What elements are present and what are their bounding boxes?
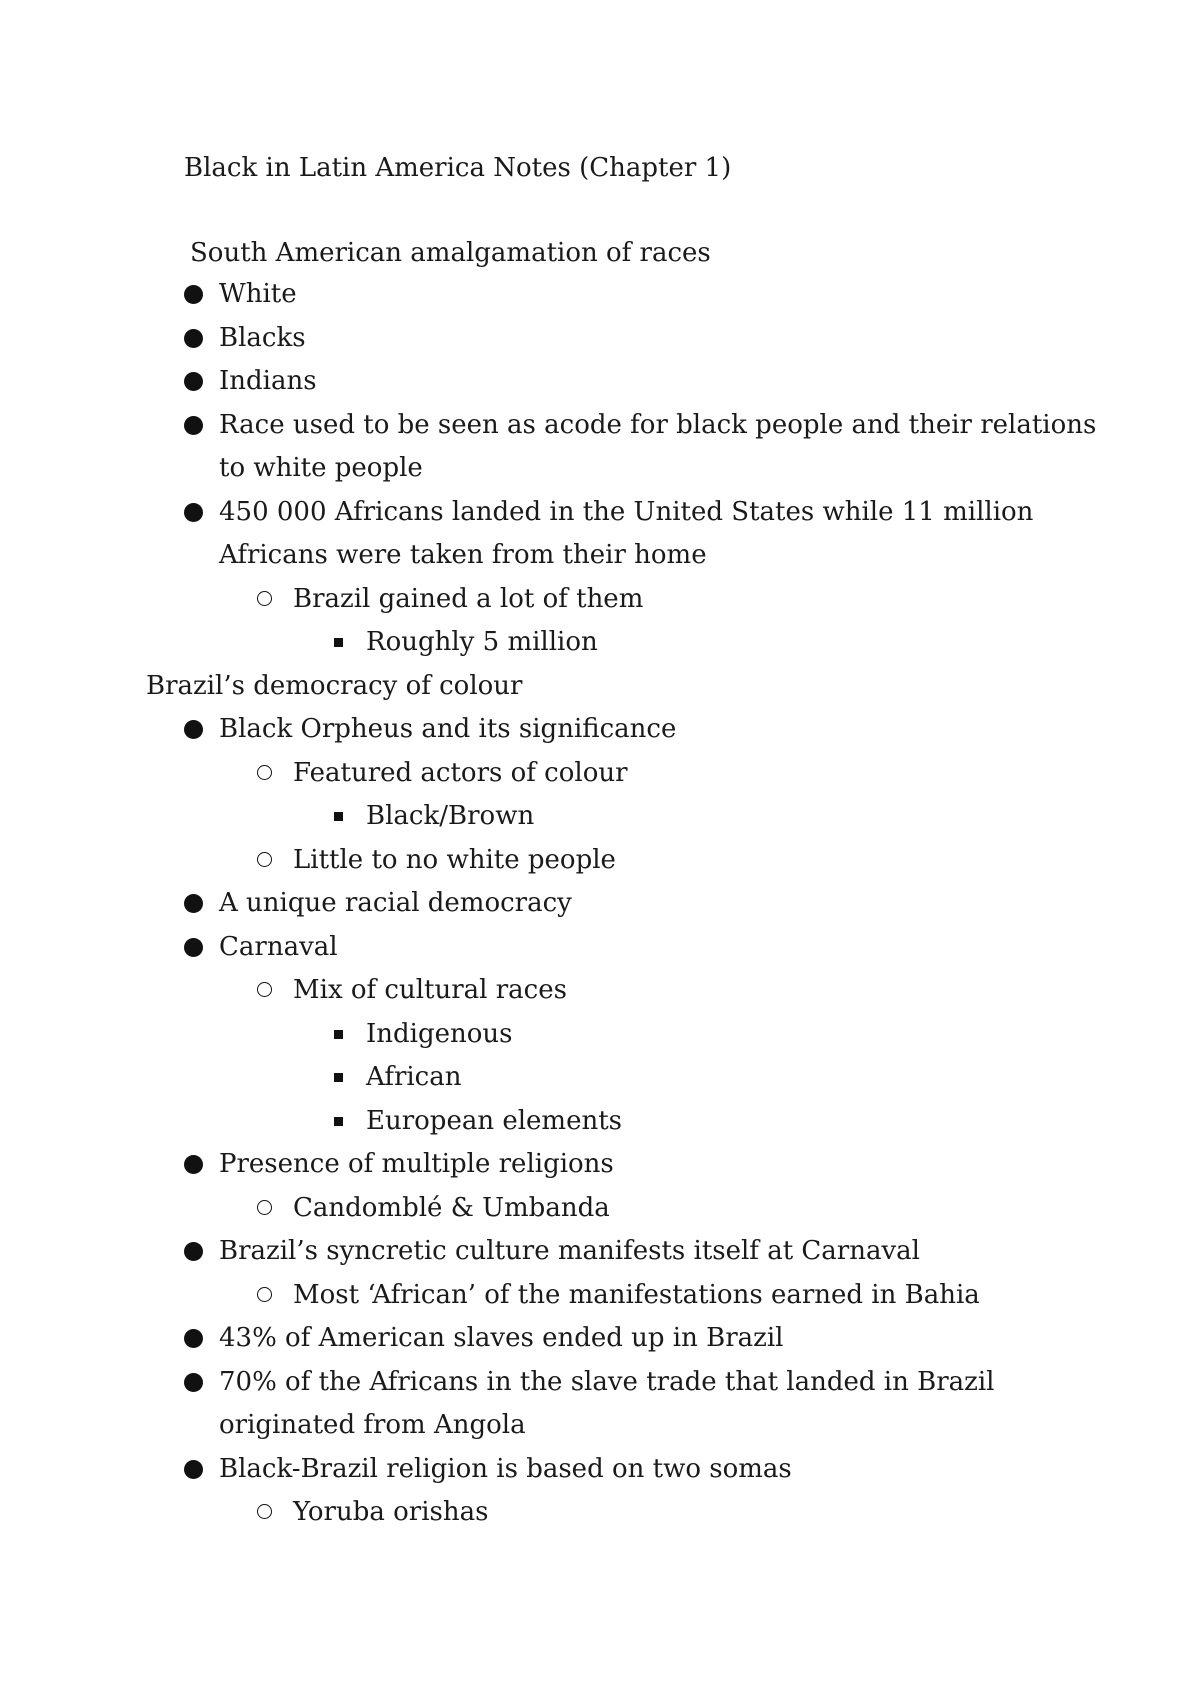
list-item: Brazil’s syncretic culture manifests itself at Carnaval (184, 1229, 920, 1273)
list-item: Race used to be seen as acode for black people and their relations (184, 403, 1096, 447)
sub-list-item: Featured actors of colour (255, 751, 628, 795)
bullet-circle-icon (255, 1273, 293, 1317)
bullet-circle-icon (255, 838, 293, 882)
sub-sub-list-item: Roughly 5 million (330, 620, 598, 664)
bullet-square-icon (330, 1099, 366, 1143)
bullet-square-icon (330, 1012, 366, 1056)
sub-list-item: Yoruba orishas (255, 1490, 488, 1534)
list-item: Black-Brazil religion is based on two somas (184, 1447, 792, 1491)
bullet-disc-icon (184, 403, 219, 447)
bullet-square-icon (330, 620, 366, 664)
section-heading: South American amalgamation of races (190, 238, 711, 268)
bullet-circle-icon (255, 577, 293, 621)
bullet-square-icon (330, 1055, 366, 1099)
sub-sub-list-item: European elements (330, 1099, 622, 1143)
bullet-disc-icon (184, 881, 219, 925)
bullet-circle-icon (255, 1186, 293, 1230)
bullet-disc-icon (184, 1360, 219, 1404)
bullet-disc-icon (184, 1229, 219, 1273)
list-item: Presence of multiple religions (184, 1142, 614, 1186)
bullet-circle-icon (255, 1490, 293, 1534)
list-item: White (184, 272, 297, 316)
sub-list-item: Little to no white people (255, 838, 616, 882)
bullet-disc-icon (184, 1447, 219, 1491)
sub-list-item: Most ‘African’ of the manifestations earned in Bahia (255, 1273, 980, 1317)
bullet-disc-icon (184, 272, 219, 316)
sub-list-item: Candomblé & Umbanda (255, 1186, 610, 1230)
list-item-continuation: originated from Angola (219, 1410, 526, 1440)
sub-sub-list-item: African (330, 1055, 462, 1099)
list-item: 450 000 Africans landed in the United States while 11 million (184, 490, 1033, 534)
list-item-continuation: Africans were taken from their home (219, 540, 707, 570)
sub-sub-list-item: Indigenous (330, 1012, 513, 1056)
bullet-square-icon (330, 794, 366, 838)
bullet-disc-icon (184, 1316, 219, 1360)
bullet-disc-icon (184, 316, 219, 360)
list-item: 43% of American slaves ended up in Brazil (184, 1316, 783, 1360)
sub-sub-list-item: Black/Brown (330, 794, 534, 838)
list-item: A unique racial democracy (184, 881, 572, 925)
list-item: Indians (184, 359, 317, 403)
bullet-disc-icon (184, 1142, 219, 1186)
bullet-circle-icon (255, 751, 293, 795)
list-item: Black Orpheus and its significance (184, 707, 676, 751)
section-heading: Brazil’s democracy of colour (146, 671, 523, 701)
bullet-disc-icon (184, 707, 219, 751)
bullet-circle-icon (255, 968, 293, 1012)
bullet-disc-icon (184, 359, 219, 403)
bullet-disc-icon (184, 490, 219, 534)
list-item-continuation: to white people (219, 453, 423, 483)
list-item: Blacks (184, 316, 306, 360)
bullet-disc-icon (184, 925, 219, 969)
sub-list-item: Brazil gained a lot of them (255, 577, 643, 621)
sub-list-item: Mix of cultural races (255, 968, 567, 1012)
list-item: 70% of the Africans in the slave trade that landed in Brazil (184, 1360, 994, 1404)
list-item: Carnaval (184, 925, 338, 969)
document-title: Black in Latin America Notes (Chapter 1) (184, 153, 732, 183)
